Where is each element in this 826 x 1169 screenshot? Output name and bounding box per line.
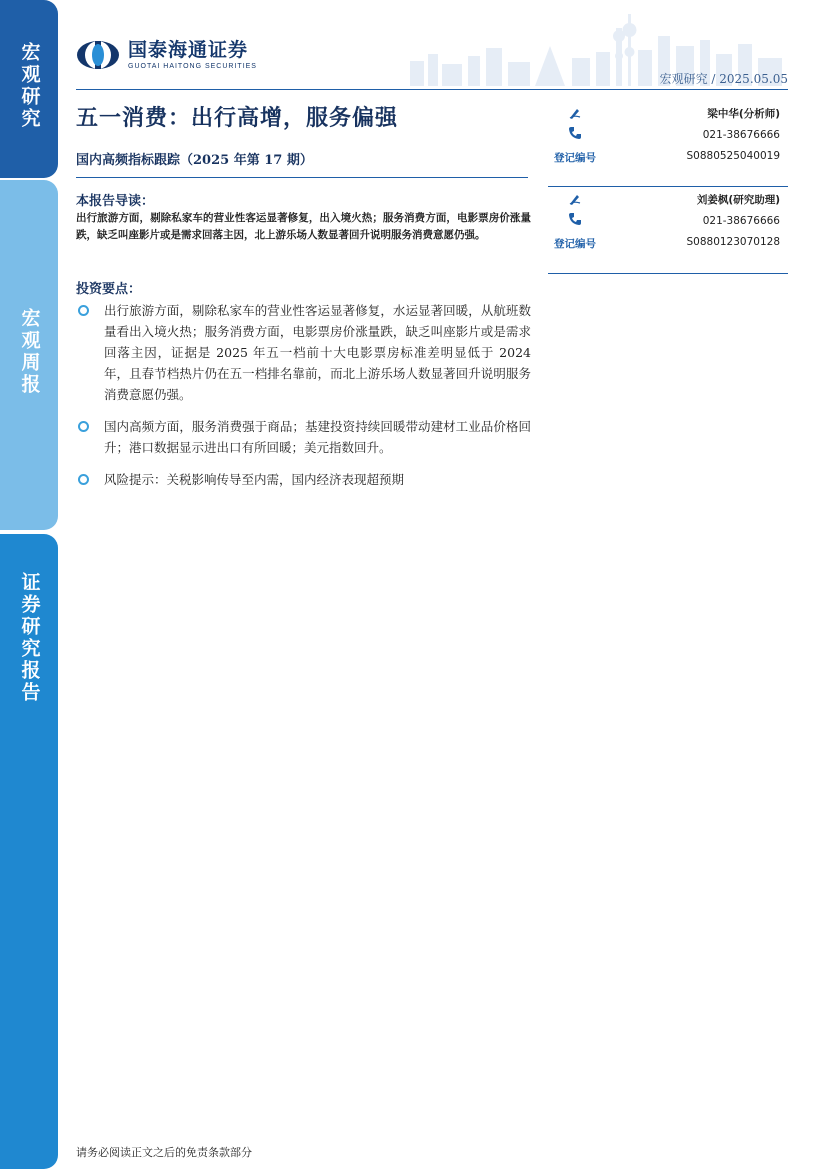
analyst-card <box>548 102 788 184</box>
pen-icon <box>568 106 582 120</box>
analyst-phone: 021-38676666 <box>702 215 780 227</box>
guide-text: 出行旅游方面，剔除私家车的营业性客运显著修复，出入境火热；服务消费方面，电影票房价涨量跌，缺乏叫座影片或是需求回落主因，北上游乐场人数显著回升说明服务消费意愿仍强。 <box>76 212 531 241</box>
point-text: 风险提示：关税影响传导至内需，国内经济表现超预期 <box>104 472 405 487</box>
analyst-divider <box>548 186 788 187</box>
analyst-name: 梁中华(分析师) <box>707 108 780 120</box>
disclaimer-note: 请务必阅读正文之后的免责条款部分 <box>76 1146 252 1159</box>
analyst-reg-number: S0880525040019 <box>686 150 780 162</box>
analyst-name: 刘姜枫(研究助理) <box>696 194 780 206</box>
sidebar-tab-macro-weekly <box>0 180 58 530</box>
header-divider <box>76 89 788 90</box>
points-heading: 投资要点： <box>76 282 142 297</box>
logo-name-cn: 国泰海通证券 <box>128 38 249 61</box>
report-subtitle: 国内高频指标跟踪（2025 年第 17 期） <box>76 153 313 168</box>
guide-heading: 本报告导读： <box>76 194 155 209</box>
sidebar-tab-securities-report <box>0 534 58 1169</box>
analyst-card <box>548 188 788 270</box>
report-category-date: 宏观研究 / 2025.05.05 <box>659 72 788 86</box>
list-item <box>76 300 531 405</box>
phone-icon <box>568 212 582 226</box>
pen-icon <box>568 192 582 206</box>
analyst-divider <box>548 273 788 274</box>
analyst-reg-label: 登记编号 <box>554 238 596 250</box>
list-item <box>76 416 531 458</box>
sidebar-tab-label: 宏观周报 <box>18 308 41 396</box>
analyst-reg-label: 登记编号 <box>554 152 596 164</box>
phone-icon <box>568 126 582 140</box>
analyst-reg-number: S0880123070128 <box>686 236 780 248</box>
bullet-icon <box>78 421 89 432</box>
sidebar-tab-macro-research <box>0 0 58 178</box>
sidebar-tab-label: 证券研究报告 <box>18 572 41 704</box>
list-item <box>76 469 531 490</box>
subtitle-divider <box>76 177 528 178</box>
bullet-icon <box>78 474 89 485</box>
logo-name-en: GUOTAI HAITONG SECURITIES <box>128 62 257 70</box>
logo-mark-icon <box>76 40 120 70</box>
point-text: 国内高频方面，服务消费强于商品；基建投资持续回暖带动建材工业品价格回升；港口数据显示进出口有所回暖；美元指数回升。 <box>104 419 531 455</box>
analyst-phone: 021-38676666 <box>702 129 780 141</box>
points-list <box>76 300 531 501</box>
company-logo <box>76 40 257 70</box>
sidebar-tab-label: 宏观研究 <box>18 42 41 130</box>
report-title: 五一消费：出行高增，服务偏强 <box>76 105 399 131</box>
point-text: 出行旅游方面，剔除私家车的营业性客运显著修复，水运显著回暖，从航班数量看出入境火热；服务消费方面，电影票房价涨量跌，缺乏叫座影片或是需求回落主因，证据是 2025 年五一档前十大电影票房标准差明显低于 2024 年，且春节档热片仍在五一档排名靠前，而北上游乐场人数显著回升说明服务消费意愿仍强。 <box>104 303 531 402</box>
bullet-icon <box>78 305 89 316</box>
